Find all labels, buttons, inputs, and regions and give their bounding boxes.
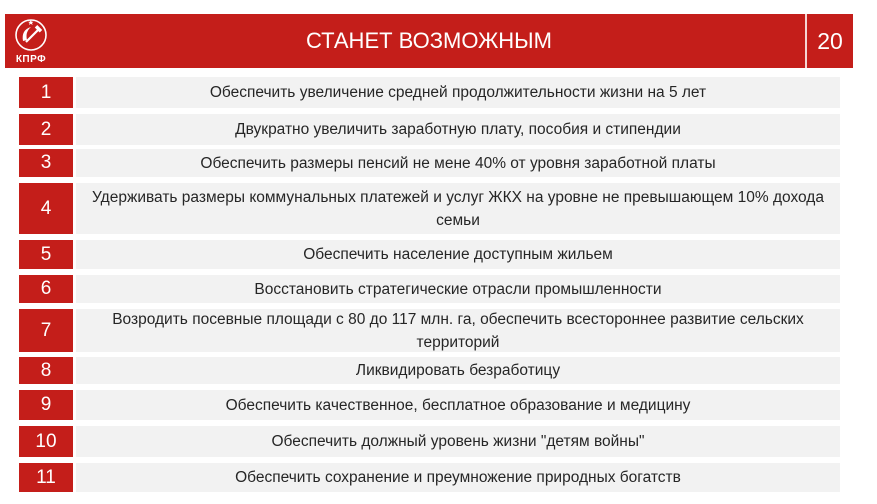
- item-text: Обеспечить должный уровень жизни "детям войны": [76, 426, 840, 457]
- item-number: 11: [19, 463, 73, 492]
- item-text: Обеспечить качественное, бесплатное образование и медицину: [76, 390, 840, 420]
- list-item: [19, 275, 840, 303]
- item-text: Обеспечить размеры пенсий не мене 40% от уровня заработной платы: [76, 149, 840, 177]
- list-item: [19, 309, 840, 352]
- item-text: Обеспечить сохранение и преумножение природных богатств: [76, 463, 840, 492]
- logo-text: КПРФ: [15, 54, 47, 65]
- list-item: [19, 390, 840, 420]
- list-item: [19, 240, 840, 269]
- item-number: 7: [19, 309, 73, 352]
- item-number: 2: [19, 114, 73, 145]
- item-text: Удерживать размеры коммунальных платежей и услуг ЖКХ на уровне не превышающем 10% дохода семьи: [76, 183, 840, 234]
- list-item: [19, 114, 840, 145]
- item-text: Восстановить стратегические отрасли промышленности: [76, 275, 840, 303]
- list-item: [19, 463, 840, 492]
- party-logo: [5, 14, 57, 68]
- item-number: 3: [19, 149, 73, 177]
- hammer-sickle-icon: [9, 18, 53, 54]
- item-text: Возродить посевные площади с 80 до 117 млн. га, обеспечить всестороннее развитие сельских территорий: [76, 309, 840, 352]
- page-title: СТАНЕТ ВОЗМОЖНЫМ: [306, 28, 552, 53]
- item-number: 10: [19, 426, 73, 457]
- item-text: Обеспечить увеличение средней продолжительности жизни на 5 лет: [76, 77, 840, 108]
- item-number: 6: [19, 275, 73, 303]
- list-item: [19, 149, 840, 177]
- header-bar: [5, 14, 853, 68]
- item-text: Двукратно увеличить заработную плату, пособия и стипендии: [76, 114, 840, 145]
- item-number: 1: [19, 77, 73, 108]
- item-number: 5: [19, 240, 73, 269]
- list-item: [19, 426, 840, 457]
- item-number: 8: [19, 357, 73, 384]
- list-item: [19, 357, 840, 384]
- page-number: 20: [817, 27, 843, 54]
- item-number: 9: [19, 390, 73, 420]
- item-text: Обеспечить население доступным жильем: [76, 240, 840, 269]
- list-item: [19, 77, 840, 108]
- list-item: [19, 183, 840, 234]
- item-number: 4: [19, 183, 73, 234]
- item-text: Ликвидировать безработицу: [76, 357, 840, 384]
